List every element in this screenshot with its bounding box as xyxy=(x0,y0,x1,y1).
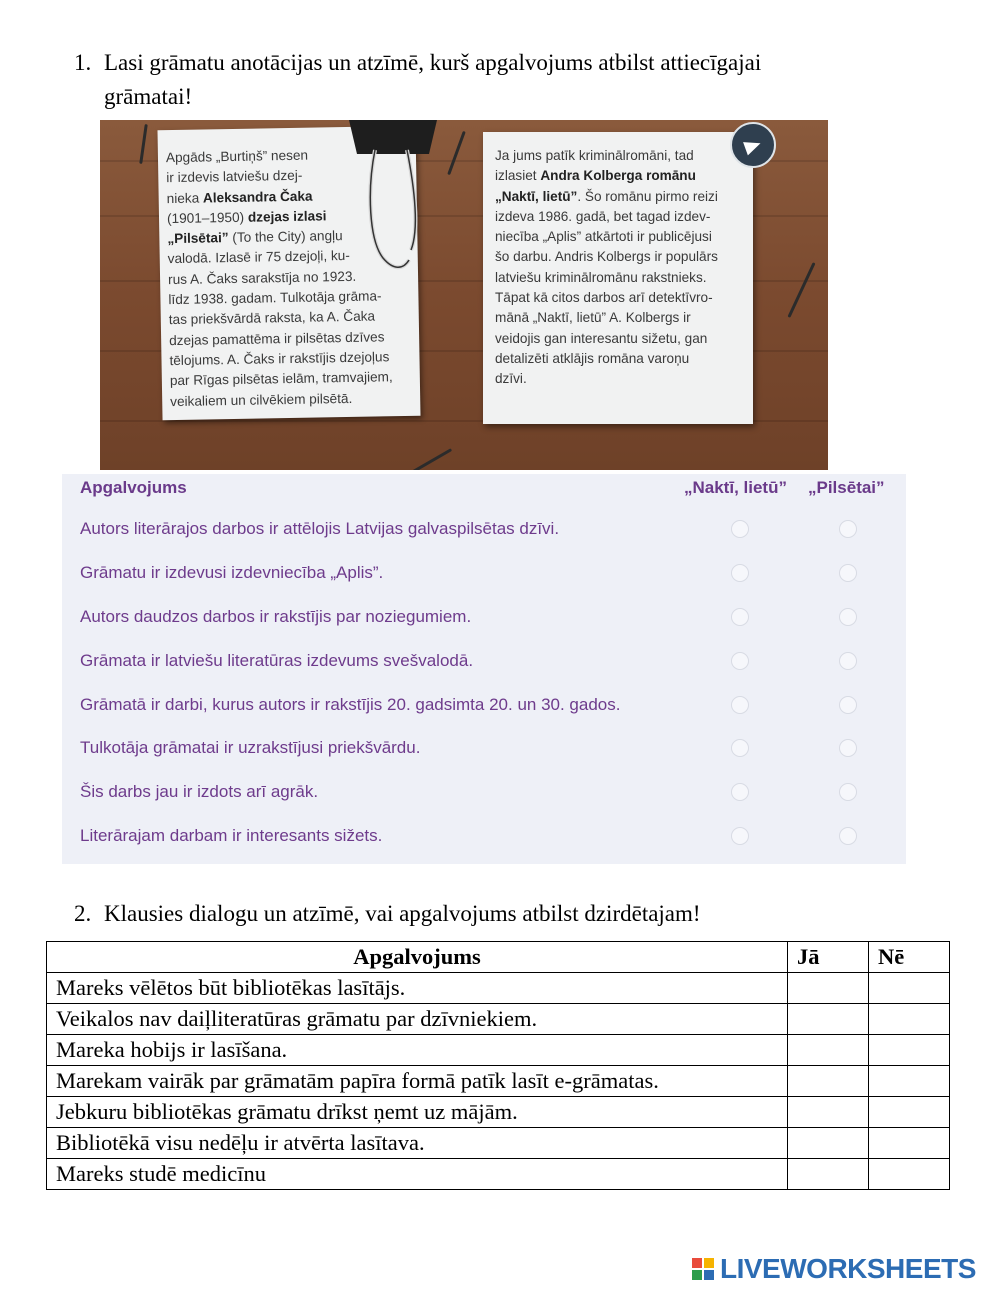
task-2-text: Klausies dialogu un atzīmē, vai apgalvojums atbilst dzirdētajam! xyxy=(104,901,701,926)
note-line: Tāpat kā citos darbos arī detektīvro- xyxy=(495,290,713,306)
note-line: detalizēti atklājis romāna varoņu xyxy=(495,350,690,366)
statement-row: Šis darbs jau ir izdots arī agrāk. xyxy=(80,782,319,801)
note-line: šo darbu. Andris Kolbergs ir populārs xyxy=(495,249,718,265)
radio-nakti-lietu[interactable] xyxy=(731,608,749,626)
yes-cell[interactable] xyxy=(788,1128,869,1159)
logo-text: LIVEWORKSHEETS xyxy=(720,1253,976,1284)
pin-icon xyxy=(787,262,815,318)
note-line: tēlojums. A. Čaks ir rakstījis dzejoļus xyxy=(169,349,390,369)
task-2-number: 2. xyxy=(74,901,92,926)
note-line: veidojis gan interesantu sižetu, gan xyxy=(495,330,708,346)
radio-pilsetai[interactable] xyxy=(839,739,857,757)
radio-nakti-lietu[interactable] xyxy=(731,564,749,582)
note-bold-title: „Pilsētai” xyxy=(167,230,229,247)
note-bold-title: dzejas izlasi xyxy=(247,208,327,225)
note-line: niecība „Aplis” atkārtoti ir publicējusi xyxy=(495,229,712,245)
radio-pilsetai[interactable] xyxy=(839,520,857,538)
table-row xyxy=(47,1035,950,1066)
task-1-instruction xyxy=(74,46,934,114)
statement-cell: Mareka hobijs ir lasīšana. xyxy=(47,1035,788,1066)
no-cell[interactable] xyxy=(869,1035,950,1066)
yes-cell[interactable] xyxy=(788,1159,869,1190)
note-line: Apgāds „Burtiņš” nesen xyxy=(165,147,309,166)
statement-row: Autors daudzos darbos ir rakstījis par noziegumiem. xyxy=(80,607,472,626)
table-row xyxy=(47,1159,950,1190)
statement-row: Autors literārajos darbos ir attēlojis Latvijas galvaspilsētas dzīvi. xyxy=(80,519,560,538)
yes-cell[interactable] xyxy=(788,1097,869,1128)
note-bold-author: Aleksandra Čaka xyxy=(202,188,313,206)
column-header-nakti-lietu: „Naktī, lietū” xyxy=(684,478,787,497)
note-line: Ja jums patīk kriminālromāni, tad xyxy=(495,148,694,163)
column-header-pilsetai: „Pilsētai” xyxy=(808,478,885,497)
statement-cell: Marekam vairāk par grāmatām papīra formā patīk lasīt e-grāmatas. xyxy=(47,1066,788,1097)
radio-nakti-lietu[interactable] xyxy=(731,827,749,845)
note-line: mānā „Naktī, lietū” A. Kolbergs ir xyxy=(495,310,691,326)
answer-table xyxy=(46,941,950,1190)
yes-cell[interactable] xyxy=(788,973,869,1004)
radio-nakti-lietu[interactable] xyxy=(731,696,749,714)
statement-row: Tulkotāja grāmatai ir uzrakstījusi priekšvārdu. xyxy=(80,738,421,757)
matching-table xyxy=(62,474,906,864)
radio-pilsetai[interactable] xyxy=(839,564,857,582)
no-cell[interactable] xyxy=(869,1066,950,1097)
note-line: (To the City) angļu xyxy=(228,228,343,246)
table-row xyxy=(47,1128,950,1159)
logo-squares-icon xyxy=(692,1258,714,1280)
table-row xyxy=(47,1097,950,1128)
note-line: dzejas pamattēma ir pilsētas dzīves xyxy=(169,329,385,348)
radio-pilsetai[interactable] xyxy=(839,696,857,714)
note-line: ir izdevis latviešu dzej- xyxy=(166,168,303,186)
radio-pilsetai[interactable] xyxy=(839,652,857,670)
note-bold-title: „Naktī, lietū” xyxy=(495,188,578,204)
yes-cell[interactable] xyxy=(788,1004,869,1035)
answer-table-header-row xyxy=(47,942,950,973)
note-line: dzīvi. xyxy=(495,371,527,387)
radio-nakti-lietu[interactable] xyxy=(731,652,749,670)
statement-cell: Mareks vēlētos būt bibliotēkas lasītājs. xyxy=(47,973,788,1004)
task-1-text-line1: Lasi grāmatu anotācijas un atzīmē, kurš apgalvojums atbilst attiecīgajai xyxy=(104,50,762,75)
radio-pilsetai[interactable] xyxy=(839,783,857,801)
statement-cell: Jebkuru bibliotēkas grāmatu drīkst ņemt uz mājām. xyxy=(47,1097,788,1128)
statement-row: Literārajam darbam ir interesants sižets. xyxy=(80,826,383,845)
no-cell[interactable] xyxy=(869,1128,950,1159)
note-line: (1901–1950) xyxy=(166,209,249,227)
no-cell[interactable] xyxy=(869,1004,950,1035)
no-cell[interactable] xyxy=(869,973,950,1004)
task-1-text-line2: grāmatai! xyxy=(104,84,193,109)
task-2-instruction xyxy=(74,897,701,931)
statement-cell: Veikalos nav daiļliteratūras grāmatu par dzīvniekiem. xyxy=(47,1004,788,1035)
note-line: nieka xyxy=(166,190,204,206)
table-row xyxy=(47,1004,950,1035)
yes-cell[interactable] xyxy=(788,1066,869,1097)
matching-table-header: Apgalvojums xyxy=(80,478,187,497)
note-line: līdz 1938. gadam. Tulkotāja grāma- xyxy=(168,288,382,308)
yes-cell[interactable] xyxy=(788,1035,869,1066)
note-line: . Šo romānu pirmo reizi xyxy=(577,188,718,204)
pin-icon xyxy=(411,448,452,470)
no-cell[interactable] xyxy=(869,1159,950,1190)
note-line: latviešu kriminālromānu rakstnieks. xyxy=(495,269,707,285)
radio-pilsetai[interactable] xyxy=(839,827,857,845)
liveworksheets-logo xyxy=(692,1254,976,1284)
note-bold-author: Andra Kolberga romānu xyxy=(540,168,696,184)
statement-cell: Bibliotēkā visu nedēļu ir atvērta lasītava. xyxy=(47,1128,788,1159)
answer-table-yes-header: Jā xyxy=(788,942,869,973)
radio-nakti-lietu[interactable] xyxy=(731,520,749,538)
answer-table-header: Apgalvojums xyxy=(47,942,788,973)
note-line: tas priekšvārdā raksta, ka A. Čaka xyxy=(168,308,376,328)
note-line: par Rīgas pilsētas ielām, tramvajiem, xyxy=(169,369,393,389)
note-line: rus A. Čaks sarakstīja no 1923. xyxy=(167,268,357,287)
note-line: izlasiet xyxy=(495,168,541,184)
pin-icon xyxy=(139,124,148,164)
answer-table-no-header: Nē xyxy=(869,942,950,973)
cork-board-illustration xyxy=(100,120,828,470)
task-1-number: 1. xyxy=(74,50,92,75)
note-line: izdeva 1986. gadā, bet tagad izdev- xyxy=(495,208,711,224)
statement-row: Grāmatā ir darbi, kurus autors ir rakstījis 20. gadsimta 20. un 30. gados. xyxy=(80,695,621,714)
annotation-note-nakti-lietu xyxy=(483,132,753,424)
pin-icon xyxy=(447,131,466,175)
statement-row: Grāmatu ir izdevusi izdevniecība „Aplis”. xyxy=(80,563,384,582)
radio-nakti-lietu[interactable] xyxy=(731,739,749,757)
table-row xyxy=(47,1066,950,1097)
statement-cell: Mareks studē medicīnu xyxy=(47,1159,788,1190)
table-row xyxy=(47,973,950,1004)
note-line: veikaliem un cilvēkiem pilsētā. xyxy=(170,390,353,409)
radio-pilsetai[interactable] xyxy=(839,608,857,626)
no-cell[interactable] xyxy=(869,1097,950,1128)
play-audio-icon[interactable] xyxy=(730,122,776,168)
statement-row: Grāmata ir latviešu literatūras izdevums svešvalodā. xyxy=(80,651,474,670)
binder-clip-icon xyxy=(345,120,441,270)
radio-nakti-lietu[interactable] xyxy=(731,783,749,801)
note-line: valodā. Izlasē ir 75 dzejoļi, ku- xyxy=(167,248,350,267)
